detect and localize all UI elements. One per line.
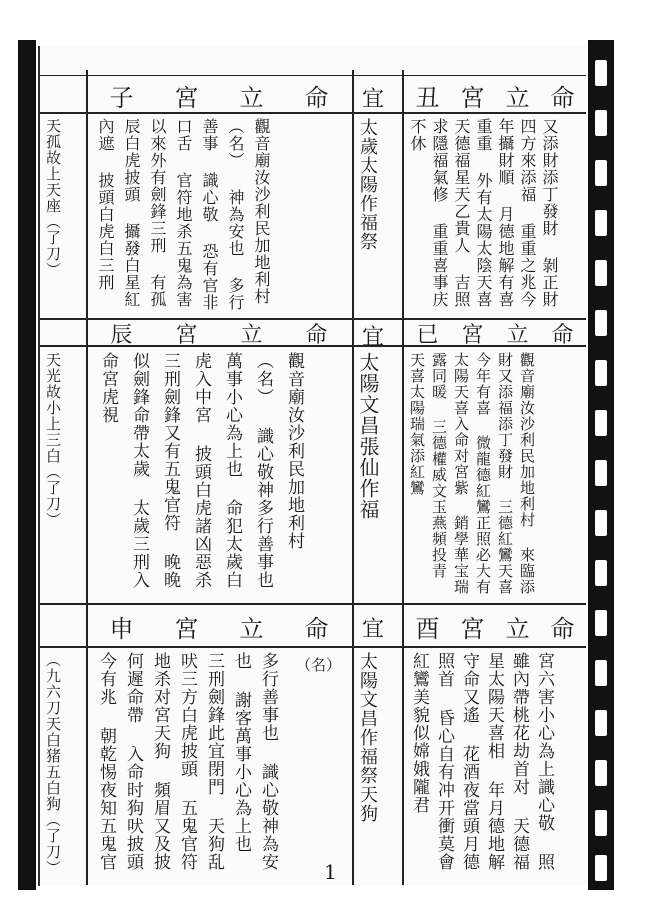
text-line: 命犯太歲白虎入中宮 xyxy=(191,352,242,589)
row-divider xyxy=(40,75,586,76)
sprocket-hole xyxy=(595,610,607,636)
text-line: 五鬼官符地杀对宮天狗 xyxy=(150,652,197,871)
header-char: 宮 xyxy=(175,322,200,348)
text-line: 多行善事也 xyxy=(258,652,278,742)
text-line: 晚晚似劍鋒命帶太歲 xyxy=(129,352,180,589)
sprocket-hole xyxy=(595,560,607,586)
text-line: 銷學華宝瑞露同暖 xyxy=(430,352,470,595)
text-line: 識心敬神為安也 xyxy=(231,652,278,871)
yi-text: 太歲太陽作福祭 xyxy=(357,118,378,251)
text-line: 來臨添財又添福添丁發財 xyxy=(496,352,536,595)
text-line: 披頭白虎諸凶惡杀 xyxy=(191,445,211,589)
text-line: 入命时狗吠披頭今有兆 xyxy=(96,652,143,871)
text-line: 有孤辰白虎披頭 xyxy=(122,118,167,308)
header-char: 命 xyxy=(550,83,577,112)
section-header-shen xyxy=(90,606,350,646)
row-divider xyxy=(40,646,586,648)
page-number: 1 xyxy=(324,860,337,884)
header-char: 宮 xyxy=(461,322,486,348)
header-char: 宮 xyxy=(174,614,201,643)
sprocket-hole xyxy=(595,810,607,836)
text-line: 三德權威文玉燕頻投青 xyxy=(430,419,448,579)
sprocket-hole xyxy=(595,410,607,436)
text-line: 太陽天喜入命对宮紫 xyxy=(452,352,470,496)
text-line: 頻眉又及披何遲命帶 xyxy=(123,652,170,871)
sprocket-hole xyxy=(595,110,607,136)
yi-text: 太陽文昌張仙作福 xyxy=(356,352,380,520)
text-line: 以來外有劍鋒三刑 xyxy=(148,118,167,254)
text-line: 宮六害小心為上識心敬 xyxy=(534,652,554,832)
header-char: 辰 xyxy=(110,322,135,348)
text-line: 觀音廟汝沙利民加地利村（名） xyxy=(226,118,271,305)
text-line: 重重之兆今年攝財順 xyxy=(496,118,537,308)
text-line: 太歲三刑入命宮虎視 xyxy=(98,352,149,589)
column-divider xyxy=(86,70,88,885)
section-body-you xyxy=(406,652,556,880)
header-char: 宮 xyxy=(460,83,487,112)
film-strip-right xyxy=(588,40,614,890)
text-line: 神為安也 xyxy=(226,189,245,257)
text-line: 照雖內帶桃花劫首对 xyxy=(509,652,554,871)
text-line: 天喜太陽瑞氣添紅鸞 xyxy=(408,352,426,496)
header-char: 酉 xyxy=(415,614,442,643)
text-line: 天狗乱吠三方白虎披頭 xyxy=(177,652,224,871)
text-line: 觀音廟汝沙利民加地利村 xyxy=(518,352,536,528)
sprocket-hole xyxy=(595,60,607,86)
sprocket-hole xyxy=(595,360,607,386)
text-line: 吉照求隱福氣修 xyxy=(430,118,471,308)
header-char: 立 xyxy=(505,614,532,643)
header-char: 申 xyxy=(109,614,136,643)
text-line: 三刑劍鋒此宜閉門 xyxy=(204,652,224,796)
header-char: 子 xyxy=(109,83,136,112)
header-char: 丑 xyxy=(415,83,442,112)
text-line: 攝發白星紅內遮 xyxy=(96,118,141,308)
film-strip-left xyxy=(18,40,36,890)
text-line: 朝乾惕夜知五鬼官 xyxy=(96,727,116,871)
text-line: 三刑劍鋒又有五鬼官符 xyxy=(160,352,180,532)
text-line: 披頭白虎白三刑 xyxy=(96,172,115,291)
header-char: 命 xyxy=(305,322,330,348)
side-note: 天孤故上天座（了刀） xyxy=(44,118,62,278)
text-line: 萬事小心為上也 xyxy=(222,352,242,478)
column-divider xyxy=(352,70,354,885)
sprocket-hole xyxy=(595,855,607,881)
sprocket-hole xyxy=(595,660,607,686)
text-line: 多行善事 xyxy=(200,118,245,311)
section-header-si xyxy=(406,320,586,346)
header-char: 命 xyxy=(551,322,576,348)
sprocket-hole xyxy=(595,710,607,736)
column-divider xyxy=(402,70,404,885)
header-char: 立 xyxy=(506,322,531,348)
section-body-shen xyxy=(92,652,281,880)
sprocket-hole xyxy=(595,460,607,486)
row-divider xyxy=(40,603,586,605)
header-char: 已 xyxy=(416,322,441,348)
section-body-si xyxy=(406,352,538,600)
header-char: 宮 xyxy=(174,83,201,112)
text-line: 月德地解有喜重重 xyxy=(474,118,515,308)
section-header-zi xyxy=(90,78,350,112)
text-line: 謝客萬事小心為上也 xyxy=(231,691,251,853)
section-body-chou xyxy=(406,118,560,316)
header-char: 命 xyxy=(304,83,331,112)
section-header-chou xyxy=(406,78,586,112)
side-note: 天光故小上三白（了刀） xyxy=(44,352,62,528)
sprocket-hole xyxy=(595,760,607,786)
yi-text: 太陽文昌作福祭天狗 xyxy=(357,652,378,823)
text-line: 官符地杀五鬼為害 xyxy=(174,172,193,308)
text-line: 天德福星太陽天喜相 xyxy=(484,652,529,871)
text-line: 昏心自有冲开衝莫會 xyxy=(434,709,454,871)
header-char: 立 xyxy=(239,614,266,643)
sprocket-hole xyxy=(595,510,607,536)
section-header-chen xyxy=(90,320,350,346)
text-line: 恐有官非口舌 xyxy=(174,118,219,311)
section-body-chen xyxy=(92,352,309,600)
text-line: 紅鸞美貌似嫦娥隴君 xyxy=(409,652,429,814)
text-line: 花酒夜當頭月德照首 xyxy=(434,652,479,871)
text-line: 外有太陽太陰天喜 xyxy=(474,172,493,308)
header-char: 宮 xyxy=(460,614,487,643)
section-body-zi xyxy=(92,118,274,316)
section-header-you xyxy=(406,606,586,646)
text-line: 觀音廟汝沙利民加地利村（名） xyxy=(253,352,304,550)
text-line: 微龍德紅鸞正照必大有 xyxy=(474,435,492,595)
sprocket-hole xyxy=(595,160,607,186)
sprocket-hole xyxy=(595,310,607,336)
text-line: 識心敬神多行善事也 xyxy=(253,427,273,589)
header-char: 命 xyxy=(550,614,577,643)
yi-label: 宜 xyxy=(362,617,385,642)
header-char: 立 xyxy=(505,83,532,112)
side-note: （九六刀天白猪五白狗（了刀） xyxy=(44,652,62,876)
text-line: 剝正財四方來添福 xyxy=(518,118,559,308)
text-line: 識心敬 xyxy=(200,172,219,223)
text-line: 又添財添丁發財 xyxy=(540,118,559,237)
header-char: 命 xyxy=(304,614,331,643)
yi-label: 宜 xyxy=(362,325,385,350)
sprocket-hole xyxy=(595,210,607,236)
sprocket-hole xyxy=(595,260,607,286)
header-char: 立 xyxy=(240,322,265,348)
text-line: 三德紅鸞天喜今年有喜 xyxy=(474,352,514,595)
text-line: 重重喜事庆不休 xyxy=(408,118,449,308)
name-tag: （名） xyxy=(296,656,342,674)
text-line: 天德福星天乙貴人 xyxy=(452,118,471,254)
header-char: 立 xyxy=(239,83,266,112)
text-line: 年月德地解守命又遙 xyxy=(459,652,504,871)
yi-label: 宜 xyxy=(362,87,385,112)
